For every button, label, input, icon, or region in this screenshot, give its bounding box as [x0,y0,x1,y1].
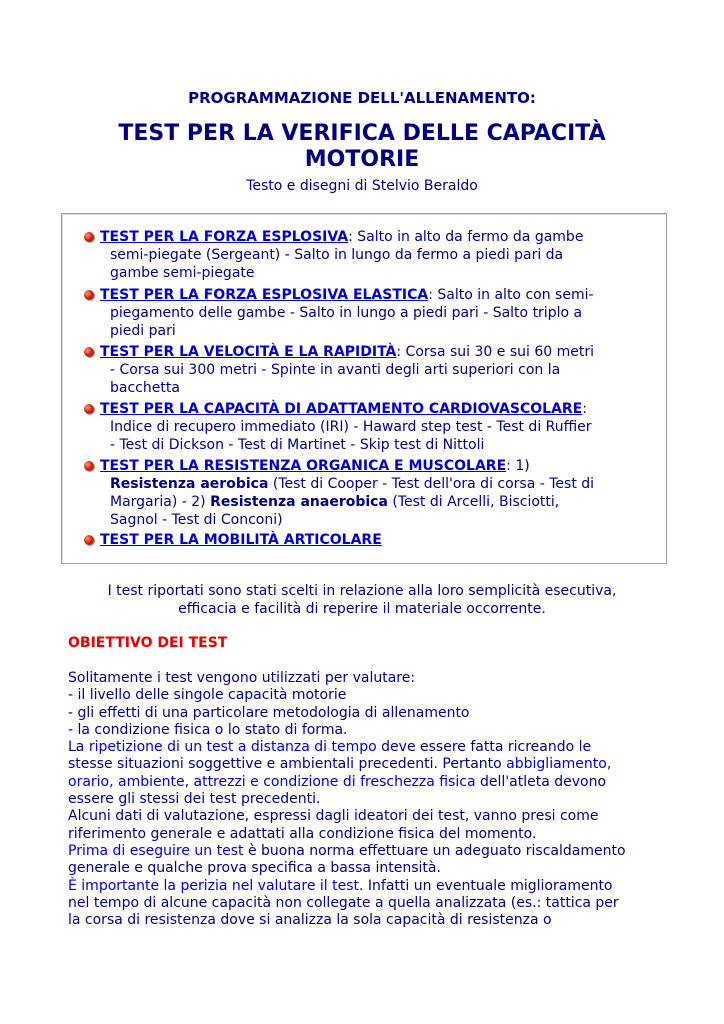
bullet-icon [84,232,94,242]
bullet-icon [84,461,94,471]
toc-link-resistenza[interactable]: TEST PER LA RESISTENZA ORGANICA E MUSCOLARE [100,458,507,474]
section-heading: OBIETTIVO DEI TEST [68,635,228,651]
toc-item-forza-esplosiva-elastica: TEST PER LA FORZA ESPLOSIVA ELASTICA: Salto in alto con semi- piegamento delle gambe - Salto in lungo a piedi pari - Salto triplo a piedi pari [100,286,648,340]
byline: Testo e disegni di Stelvio Beraldo [246,178,478,194]
pre-title: PROGRAMMAZIONE DELL'ALLENAMENTO: [188,89,536,107]
title-line-1: TEST PER LA VERIFICA DELLE CAPACITÀ [118,121,606,146]
table-of-contents [61,213,667,564]
body-paragraph: Solitamente i test vengono utilizzati per valutare: - il livello delle singole capacità motorie - gli effetti di una particolare metodologia di allenamento - la condizione fisica o lo stato di forma. La ripetizione di un test a distanza di tempo deve essere fatta ricreando le stesse situazioni soggettive e ambientali precedenti. Pertanto abbigliamento, orario, ambiente, attrezzi e condizione di freschezza fisica dell'atleta devono essere gli stessi dei test precedenti. Alcuni dati di valutazione, espressi dagli ideatori dei test, vanno presi come riferimento generale e adattati alla condizione fisica del momento. Prima di eseguire un test è buona norma effettuare un adeguato riscaldamento generale e qualche prova specifica a bassa intensità. È importante la perizia nel valutare il test. Infatti un eventuale miglioramento nel tempo di alcune capacità non collegate a quella analizzata (es.: tattica per la corsa di resistenza dove si analizza la sola capacità di resistenza o [68,670,626,929]
toc-item-velocita-rapidita: TEST PER LA VELOCITÀ E LA RAPIDITÀ: Corsa sui 30 e sui 60 metri - Corsa sui 300 metri - Spinte in avanti degli arti superiori con la bacchetta [100,343,648,397]
bullet-icon [84,290,94,300]
toc-item-resistenza: TEST PER LA RESISTENZA ORGANICA E MUSCOLARE: 1) Resistenza aerobica (Test di Cooper - Test dell'ora di corsa - Test di Margaria) - 2) Resistenza anaerobica (Test di Arcelli, Bisciotti, Sagnol - Test di Conconi) [100,457,648,529]
toc-link-forza-esplosiva-elastica[interactable]: TEST PER LA FORZA ESPLOSIVA ELASTICA [100,287,429,303]
bullet-icon [84,404,94,414]
toc-item-adattamento-cardiovascolare: TEST PER LA CAPACITÀ DI ADATTAMENTO CARDIOVASCOLARE: Indice di recupero immediato (IRI) - Haward step test - Test di Ruffier - Test di Dickson - Test di Martinet - Skip test di Nittoli [100,400,648,454]
intro-paragraph: I test riportati sono stati scelti in relazione alla loro semplicità esecutiva, efficacia e facilità di reperire il materiale occorrente. [107,583,617,617]
toc-link-velocita-rapidita[interactable]: TEST PER LA VELOCITÀ E LA RAPIDITÀ [100,344,397,360]
bullet-icon [84,535,94,545]
toc-item-forza-esplosiva: TEST PER LA FORZA ESPLOSIVA: Salto in alto da fermo da gambe semi-piegate (Sergeant) - Salto in lungo da fermo a piedi pari da gambe semi-piegate [100,228,648,282]
toc-link-mobilita-articolare[interactable]: TEST PER LA MOBILITÀ ARTICOLARE [100,532,382,548]
bullet-icon [84,347,94,357]
title-line-2: MOTORIE [304,147,420,172]
toc-link-adattamento-cardiovascolare[interactable]: TEST PER LA CAPACITÀ DI ADATTAMENTO CARDIOVASCOLARE [100,401,583,417]
toc-item-mobilita-articolare [100,531,648,549]
toc-link-forza-esplosiva[interactable]: TEST PER LA FORZA ESPLOSIVA [100,229,349,245]
page-title [0,121,724,173]
